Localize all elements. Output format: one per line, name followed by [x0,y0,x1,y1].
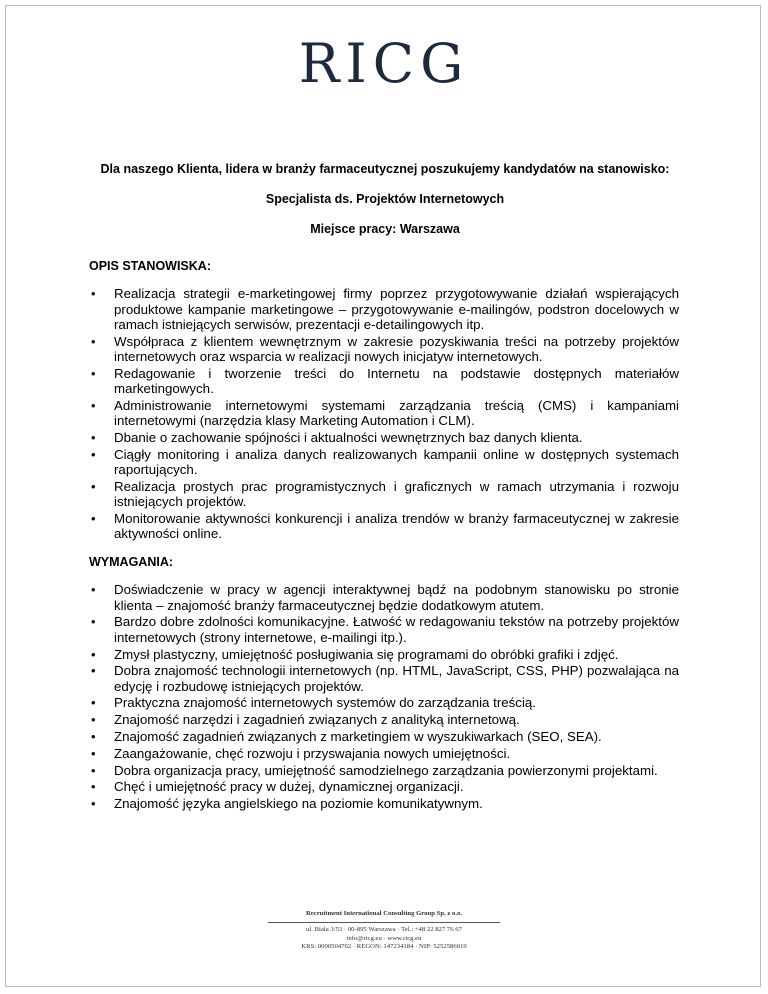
list-item: • Znajomość narzędzi i zagadnień związanych z analityką internetową. [89,712,679,727]
list-item: • Realizacja prostych prac programistycznych i graficznych w ramach utrzymania i rozwoju istniejących projektów. [89,479,679,510]
list-item: • Dobra organizacja pracy, umiejętność samodzielnego zarządzania powierzonymi projektami. [89,763,679,778]
job-intro [90,162,680,252]
list-item: • Współpraca z klientem wewnętrznym w zakresie pozyskiwania treści na potrzeby projektów internetowych oraz wsparcia w realizacji nowych inicjatyw internetowych. [89,334,679,365]
list-item: • Zaangażowanie, chęć rozwoju i przyswajania nowych umiejętności. [89,746,679,761]
list-item: • Chęć i umiejętność pracy w dużej, dynamicznej organizacji. [89,779,679,794]
list-item: • Monitorowanie aktywności konkurencji i analiza trendów w branży farmaceutycznej w zakresie aktywności online. [89,511,679,542]
company-logo [0,34,768,94]
page-footer [0,909,768,952]
description-list [89,286,679,541]
intro-lead: Dla naszego Klienta, lidera w branży farmaceutycznej poszukujemy kandydatów na stanowisko: [100,162,670,176]
footer-divider [268,922,500,923]
list-item: • Znajomość zagadnień związanych z marketingiem w wyszukiwarkach (SEO, SEA). [89,729,679,744]
requirements-heading: WYMAGANIA: [89,555,174,570]
list-item: • Zmysł plastyczny, umiejętność posługiwania się programami do obróbki grafiki i zdjęć. [89,647,679,662]
work-location: Miejsce pracy: Warszawa [310,222,460,236]
list-item: • Ciągły monitoring i analiza danych realizowanych kampanii online w dostępnych systemach raportujących. [89,447,679,478]
footer-company: Recruitment International Consulting Group Sp. z o.o. [305,910,463,917]
list-item: • Redagowanie i tworzenie treści do Internetu na podstawie dostępnych materiałów marketingowych. [89,366,679,397]
requirements-list [89,582,679,811]
list-item: • Administrowanie internetowymi systemami zarządzania treścią (CMS) i kampaniami internetowymi (narzędzia klasy Marketing Automation i CLM). [89,398,679,429]
position-title: Specjalista ds. Projektów Internetowych [265,192,505,206]
list-item: • Dobra znajomość technologii internetowych (np. HTML, JavaScript, CSS, PHP) pozwalająca na edycję i rozbudowę istniejących projektów. [89,663,679,694]
list-item: • Praktyczna znajomość internetowych systemów do zarządzania treścią. [89,695,679,710]
list-item: • Bardzo dobre zdolności komunikacyjne. Łatwość w redagowaniu tekstów na potrzeby projektów internetowych (strony internetowe, e-mailingi itp.). [89,614,679,645]
footer-contact: info@ricg.eu · www.ricg.eu [346,934,422,942]
description-heading: OPIS STANOWISKA: [89,259,211,273]
list-item: • Dbanie o zachowanie spójności i aktualności wewnętrznych baz danych klienta. [89,430,679,445]
footer-registry: KRS: 0000504702 · REGON: 147234184 · NIP: 5252586019 [301,943,467,950]
footer-address: ul. Biała 3/53 · 00-895 Warszawa · Tel.: +48 22 827 76 67 [306,926,462,933]
job-content [89,259,679,813]
logo-text: RICG [298,32,470,95]
list-item: • Znajomość języka angielskiego na poziomie komunikatywnym. [89,796,679,811]
list-item: • Doświadczenie w pracy w agencji interaktywnej bądź na podobnym stanowisku po stronie klienta – znajomość branży farmaceutycznej będzie dodatkowym atutem. [89,582,679,613]
list-item: • Realizacja strategii e-marketingowej firmy poprzez przygotowywanie działań wspierających produktowe kampanie marketingowe – przygotowywanie e-mailingów, podstron docelowych w ramach istniejących serwisów, prezentacji e-detailingowych itp. [89,286,679,332]
